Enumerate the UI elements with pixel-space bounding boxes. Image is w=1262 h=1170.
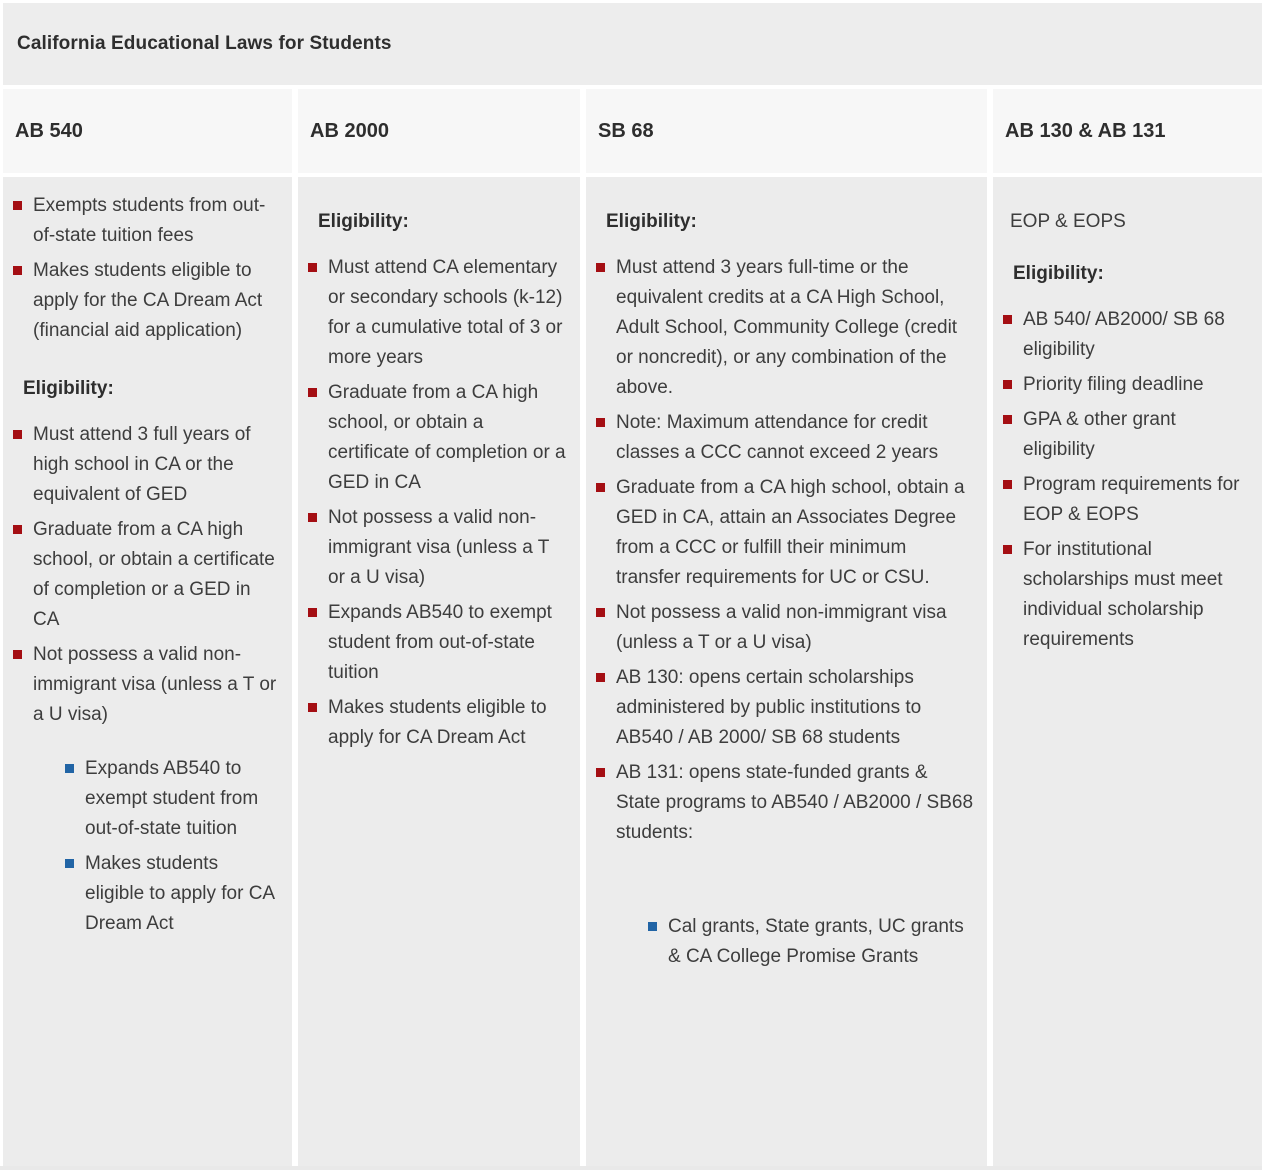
eligibility-heading: Eligibility: bbox=[1013, 263, 1104, 284]
laws-table bbox=[3, 89, 1262, 1166]
list-item: GPA & other grant eligibility bbox=[1003, 405, 1248, 465]
list-item: Priority filing deadline bbox=[1003, 370, 1248, 400]
list-item: Not possess a valid non-immigrant visa (unless a T or a U visa) bbox=[596, 598, 973, 658]
list-item: AB 540/ AB2000/ SB 68 eligibility bbox=[1003, 305, 1248, 365]
list-item: Makes students eligible to apply for the CA Dream Act (financial aid application) bbox=[13, 256, 278, 346]
eligibility-heading: Eligibility: bbox=[606, 211, 697, 232]
column-header-label-ab-130-131: AB 130 & AB 131 bbox=[1005, 119, 1166, 142]
bullet-list-red bbox=[596, 253, 973, 848]
list-item: Must attend 3 full years of high school in CA or the equivalent of GED bbox=[13, 420, 278, 510]
bullet-list-red bbox=[1003, 305, 1248, 655]
column-content-ab-130-131 bbox=[993, 177, 1262, 1166]
bullet-list-red bbox=[13, 191, 278, 346]
list-item: AB 130: opens certain scholarships administered by public institutions to AB540 / AB 2000/ SB 68 students bbox=[596, 663, 973, 753]
footer-strip bbox=[0, 1166, 1262, 1170]
list-item: Cal grants, State grants, UC grants & CA College Promise Grants bbox=[648, 912, 973, 972]
column-header-label-ab-2000: AB 2000 bbox=[310, 119, 389, 142]
column-header-label-sb-68: SB 68 bbox=[598, 119, 654, 142]
column-header-ab-2000 bbox=[298, 89, 580, 173]
column-subtitle: EOP & EOPS bbox=[1010, 211, 1126, 232]
list-item: Expands AB540 to exempt student from out-of-state tuition bbox=[308, 598, 566, 688]
list-item: Program requirements for EOP & EOPS bbox=[1003, 470, 1248, 530]
column-content-sb-68 bbox=[586, 177, 987, 1166]
bullet-list-blue bbox=[65, 754, 278, 939]
list-item: Graduate from a CA high school, or obtain a certificate of completion or a GED in CA bbox=[308, 378, 566, 498]
list-item: Expands AB540 to exempt student from out-of-state tuition bbox=[65, 754, 278, 844]
column-header-ab-130-131 bbox=[993, 89, 1262, 173]
title-bar bbox=[3, 3, 1262, 85]
column-header-ab-540 bbox=[3, 89, 292, 173]
bullet-list-blue bbox=[648, 912, 973, 972]
page-title: California Educational Laws for Students bbox=[17, 33, 392, 54]
list-item: Graduate from a CA high school, obtain a GED in CA, attain an Associates Degree from a CCC or fulfill their minimum transfer requirements for UC or CSU. bbox=[596, 473, 973, 593]
column-header-label-ab-540: AB 540 bbox=[15, 119, 83, 142]
eligibility-heading: Eligibility: bbox=[23, 378, 114, 399]
list-item: AB 131: opens state-funded grants & State programs to AB540 / AB2000 / SB68 students: bbox=[596, 758, 973, 848]
bullet-list-red bbox=[308, 253, 566, 753]
column-content-ab-540 bbox=[3, 177, 292, 1166]
list-item: For institutional scholarships must meet individual scholarship requirements bbox=[1003, 535, 1248, 655]
column-content-ab-2000 bbox=[298, 177, 580, 1166]
bullet-list-red bbox=[13, 420, 278, 730]
list-item: Must attend CA elementary or secondary schools (k-12) for a cumulative total of 3 or more years bbox=[308, 253, 566, 373]
list-item: Must attend 3 years full-time or the equivalent credits at a CA High School, Adult School, Community College (credit or noncredit), or any combination of the above. bbox=[596, 253, 973, 403]
list-item: Makes students eligible to apply for CA Dream Act bbox=[308, 693, 566, 753]
eligibility-heading: Eligibility: bbox=[318, 211, 409, 232]
list-item: Not possess a valid non-immigrant visa (unless a T or a U visa) bbox=[13, 640, 278, 730]
list-item: Note: Maximum attendance for credit classes a CCC cannot exceed 2 years bbox=[596, 408, 973, 468]
list-item: Graduate from a CA high school, or obtain a certificate of completion or a GED in CA bbox=[13, 515, 278, 635]
list-item: Makes students eligible to apply for CA Dream Act bbox=[65, 849, 278, 939]
list-item: Not possess a valid non-immigrant visa (unless a T or a U visa) bbox=[308, 503, 566, 593]
list-item: Exempts students from out-of-state tuition fees bbox=[13, 191, 278, 251]
column-header-sb-68 bbox=[586, 89, 987, 173]
